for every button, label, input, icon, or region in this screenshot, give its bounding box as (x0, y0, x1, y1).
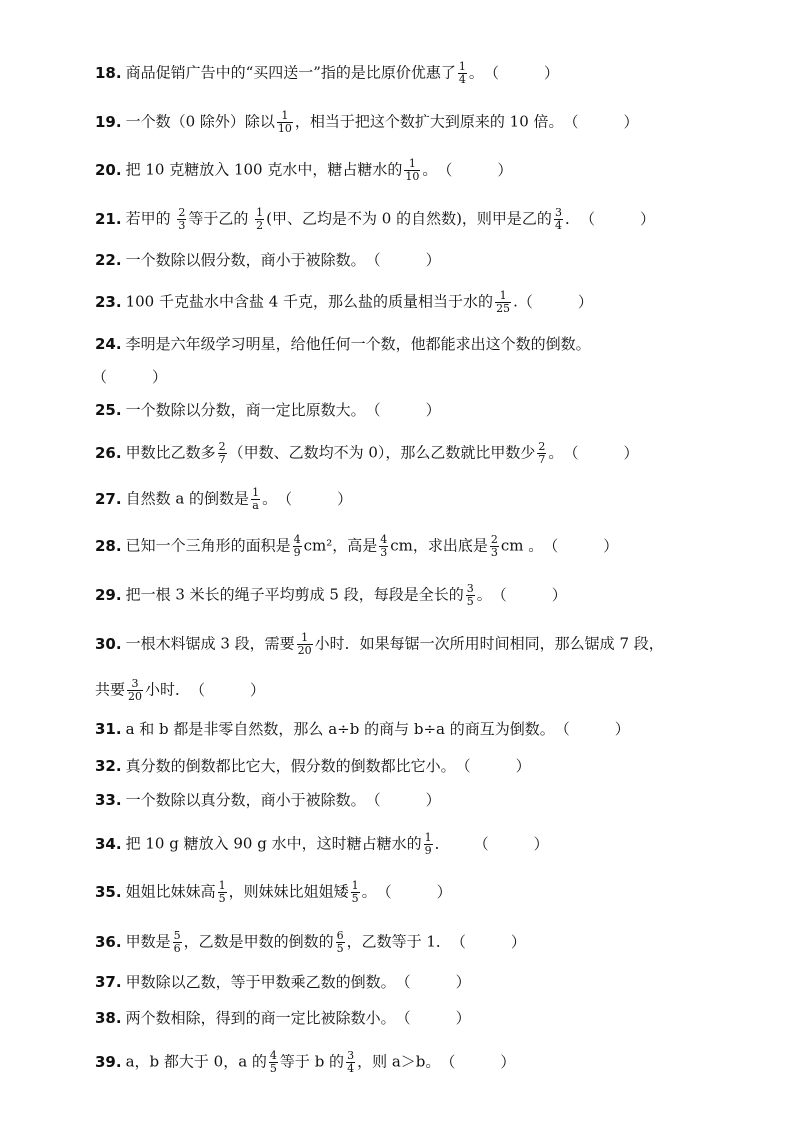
question-number: 30. (95, 634, 122, 653)
answer-blank[interactable]: （ ） (543, 536, 619, 555)
question-number: 19. (95, 112, 122, 131)
fraction: $\frac{3}{4}$ (554, 206, 562, 232)
fraction: $\frac{1}{10}$ (277, 109, 292, 135)
question-number: 27. (95, 489, 122, 508)
answer-blank[interactable]: （ ） (365, 401, 441, 419)
fraction: $\frac{1}{20}$ (297, 631, 312, 657)
question-24: 24. 李明是六年级学习明星，给他任何一个数，他都能求出这个数的倒数。 (95, 335, 591, 353)
question-number: 26. (95, 443, 122, 462)
answer-blank[interactable]: （ ） (473, 834, 549, 853)
question-number: 28. (95, 536, 122, 555)
question-30-continuation: 共要 $\frac{3}{20}$ 小时．（ ） (95, 677, 266, 703)
fraction: $\frac{3}{20}$ (128, 677, 143, 703)
answer-blank[interactable]: （ ） (579, 209, 655, 228)
answer-blank[interactable]: （ ） (455, 757, 531, 775)
question-32: 32. 真分数的倒数都比它大，假分数的倒数都比它小。（ ） (95, 757, 531, 775)
answer-blank[interactable]: （ ） (554, 720, 630, 738)
fraction: $\frac{1}{5}$ (218, 879, 226, 905)
answer-blank[interactable]: （ ） (365, 791, 441, 809)
fraction: $\frac{1}{25}$ (496, 289, 511, 315)
question-number: 21. (95, 209, 122, 228)
question-25: 25. 一个数除以分数，商一定比原数大。（ ） (95, 401, 441, 419)
question-37: 37. 甲数除以乙数，等于甲数乘乙数的倒数。（ ） (95, 973, 471, 991)
question-36: 36. 甲数是 $\frac{5}{6}$ ，乙数是甲数的倒数的 $\frac{6}{5}$ ，乙数等于 1．（ ） (95, 929, 526, 955)
fraction: $\frac{2}{3}$ (490, 533, 498, 559)
answer-blank[interactable]: （ ） (395, 973, 471, 991)
question-number: 33. (95, 791, 122, 809)
question-33: 33. 一个数除以真分数，商小于被除数。（ ） (95, 791, 441, 809)
fraction: $\frac{4}{9}$ (293, 533, 301, 559)
fraction: $\frac{1}{9}$ (424, 831, 432, 857)
answer-blank[interactable]: （ ） (491, 585, 567, 604)
answer-blank[interactable]: （ ） (437, 160, 513, 179)
question-number: 25. (95, 401, 122, 419)
question-number: 23. (95, 292, 122, 311)
question-22: 22. 一个数除以假分数，商小于被除数。（ ） (95, 251, 441, 269)
fraction: $\frac{4}{3}$ (380, 533, 388, 559)
fraction: $\frac{1}{5}$ (351, 879, 359, 905)
answer-blank[interactable]: （ ） (450, 932, 526, 951)
fraction: $\frac{1}{2}$ (256, 206, 264, 232)
fraction: $\frac{1}{10}$ (405, 157, 420, 183)
question-39: 39. a，b 都大于 0，a 的 $\frac{4}{5}$ 等于 b 的 $\frac{3}{4}$ ，则 a＞b。（ ） (95, 1049, 516, 1075)
answer-blank[interactable]: （ ） (92, 368, 168, 386)
fraction: $\frac{6}{5}$ (336, 929, 344, 955)
question-34: 34. 把 10 g 糖放入 90 g 水中，这时糖占糖水的 $\frac{1}{9}$ ． （ ） (95, 831, 549, 857)
question-24-answer-line (92, 367, 167, 387)
answer-blank[interactable]: （ ） (190, 680, 266, 699)
question-number: 18. (95, 63, 122, 82)
question-18: 18. 商品促销广告中的“买四送一”指的是比原价优惠了 $\frac{1}{4}$ 。（ ） (95, 60, 559, 86)
question-number: 24. (95, 335, 122, 353)
question-23: 23. 100 千克盐水中含盐 4 千克，那么盐的质量相当于水的 $\frac{1}{25}$ .（ ） (95, 289, 593, 315)
fraction: $\frac{1}{a}$ (252, 486, 260, 512)
question-number: 35. (95, 882, 122, 901)
fraction: $\frac{4}{5}$ (269, 1049, 277, 1075)
question-number: 36. (95, 932, 122, 951)
question-number: 31. (95, 720, 122, 738)
fraction: $\frac{2}{7}$ (218, 440, 226, 466)
question-number: 39. (95, 1052, 122, 1071)
question-number: 34. (95, 834, 122, 853)
answer-blank[interactable]: （ ） (365, 251, 441, 269)
question-35: 35. 姐姐比妹妹高 $\frac{1}{5}$ ，则妹妹比姐姐矮 $\frac{1}{5}$ 。（ ） (95, 879, 452, 905)
question-27: 27. 自然数 a 的倒数是 $\frac{1}{a}$ 。（ ） (95, 486, 353, 512)
question-28: 28. 已知一个三角形的面积是 $\frac{4}{9}$ cm²，高是 $\frac{4}{3}$ cm，求出底是 $\frac{2}{3}$ cm 。（ ） (95, 533, 619, 559)
question-31: 31. a 和 b 都是非零自然数，那么 a÷b 的商与 b÷a 的商互为倒数。（ ） (95, 720, 630, 738)
answer-blank[interactable]: （ ） (376, 882, 452, 901)
question-number: 20. (95, 160, 122, 179)
question-19: 19. 一个数（0 除外）除以 $\frac{1}{10}$ ，相当于把这个数扩大到原来的 10 倍。（ ） (95, 109, 639, 135)
fraction: $\frac{3}{4}$ (347, 1049, 355, 1075)
answer-blank[interactable]: （ ） (483, 63, 559, 82)
answer-blank[interactable]: （ ） (517, 292, 593, 311)
fraction: $\frac{5}{6}$ (173, 929, 181, 955)
question-21: 21. 若甲的 $\frac{2}{3}$ 等于乙的 $\frac{1}{2}$ (甲、乙均是不为 0 的自然数)，则甲是乙的 $\frac{3}{4}$ ．（ ） (95, 206, 655, 232)
question-26: 26. 甲数比乙数多 $\frac{2}{7}$ （甲数、乙数均不为 0），那么乙数就比甲数少 $\frac{2}{7}$ 。（ ） (95, 440, 639, 466)
fraction: $\frac{3}{5}$ (466, 582, 474, 608)
question-20: 20. 把 10 克糖放入 100 克水中，糖占糖水的 $\frac{1}{10}$ 。（ ） (95, 157, 513, 183)
answer-blank[interactable]: （ ） (563, 112, 639, 131)
question-number: 32. (95, 757, 122, 775)
answer-blank[interactable]: （ ） (395, 1009, 471, 1027)
question-30: 30. 一根木料锯成 3 段，需要 $\frac{1}{20}$ 小时．如果每锯一次所用时间相同，那么锯成 7 段， (95, 631, 664, 657)
question-29: 29. 把一根 3 米长的绳子平均剪成 5 段，每段是全长的 $\frac{3}{5}$ 。（ ） (95, 582, 567, 608)
fraction: $\frac{2}{7}$ (538, 440, 546, 466)
fraction: $\frac{1}{4}$ (458, 60, 466, 86)
question-number: 38. (95, 1009, 122, 1027)
answer-blank[interactable]: （ ） (563, 443, 639, 462)
answer-blank[interactable]: （ ） (440, 1052, 516, 1071)
fraction: $\frac{2}{3}$ (178, 206, 186, 232)
question-number: 29. (95, 585, 122, 604)
question-number: 22. (95, 251, 122, 269)
answer-blank[interactable]: （ ） (277, 489, 353, 508)
question-38: 38. 两个数相除，得到的商一定比被除数小。（ ） (95, 1009, 471, 1027)
question-number: 37. (95, 973, 122, 991)
